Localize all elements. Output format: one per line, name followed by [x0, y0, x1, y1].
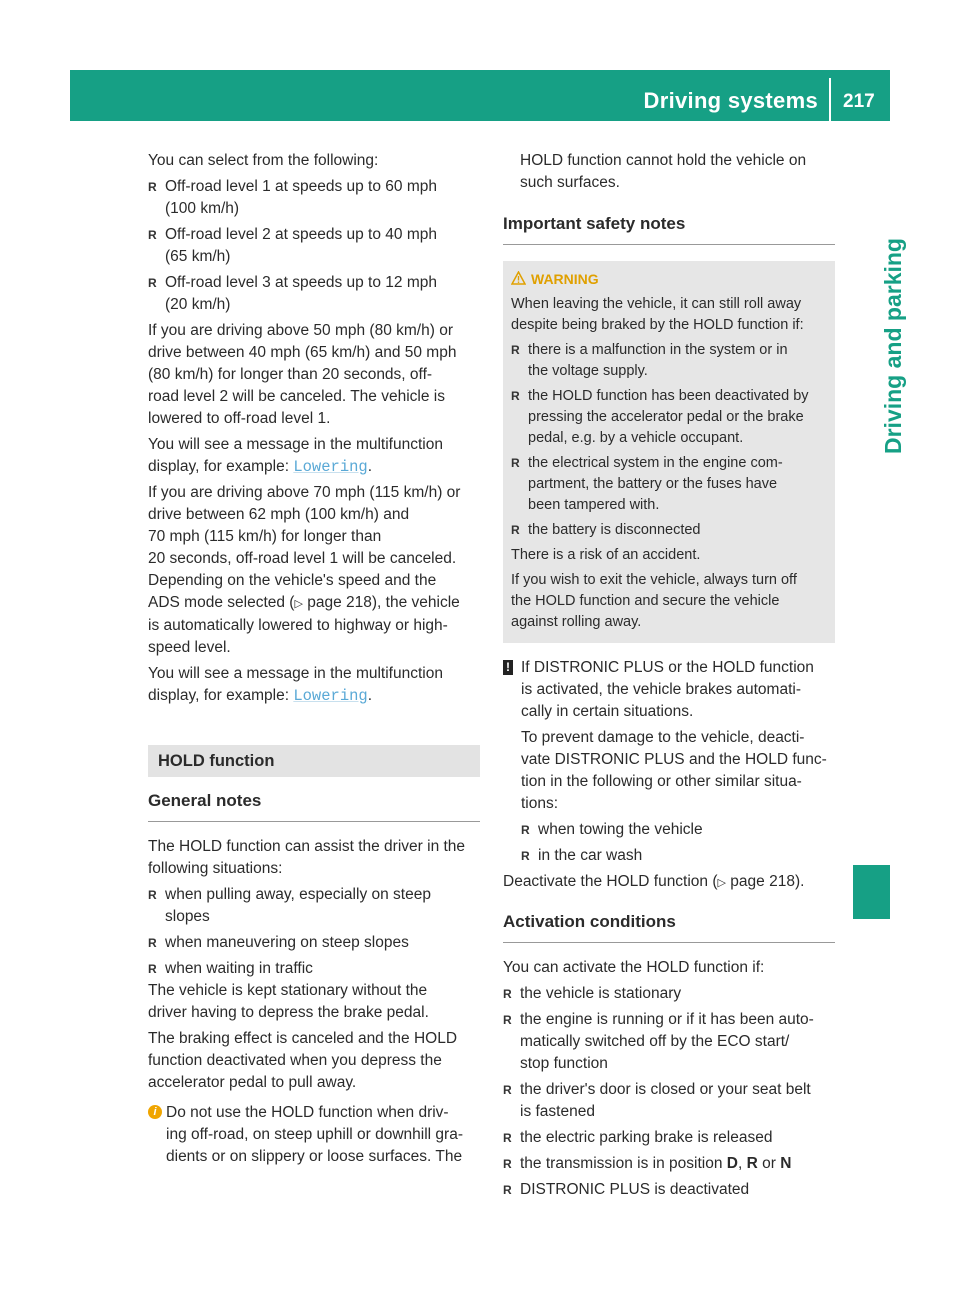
- paragraph: The vehicle is kept stationary without the driver having to depress the brake pedal.: [148, 982, 429, 1021]
- page-ref-arrow-icon: ▷: [294, 598, 303, 610]
- paragraph: If you are driving above 70 mph (115 km/h) or drive between 62 mph (100 km/h) and 70 mph (115 km/h) for longer than 20 seconds, off-road level 1 will be canceled. Depending on the vehicle's speed and the ADS mode selected (▷ page 218), the vehicle is automatically lowered to highway or high- speed level.: [148, 484, 461, 656]
- list-item: R the vehicle is stationary: [503, 983, 835, 1005]
- paragraph: The braking effect is canceled and the HOLD function deactivated when you depress the accelerator pedal to pull away.: [148, 1030, 458, 1091]
- left-column: [148, 150, 480, 1168]
- list-item: R Off-road level 3 at speeds up to 12 mph (20 km/h): [148, 272, 480, 316]
- list-item: R in the car wash: [521, 845, 835, 867]
- paragraph: The HOLD function can assist the driver in the following situations:: [148, 838, 466, 877]
- header-separator: [829, 78, 831, 121]
- right-column: [503, 150, 835, 1201]
- list-item: R when maneuvering on steep slopes: [148, 932, 480, 954]
- warning-triangle-icon: [511, 271, 526, 285]
- display-message: Lowering: [293, 458, 368, 476]
- section-heading: HOLD function: [148, 745, 480, 777]
- list-item: R when waiting in traffic: [148, 958, 480, 980]
- warning-risk: There is a risk of an accident.: [511, 547, 701, 563]
- subsection-heading: General notes: [148, 789, 480, 822]
- list-item: R the electrical system in the engine com- partment, the battery or the fuses have been tampered with.: [511, 453, 827, 516]
- warning-advice: If you wish to exit the vehicle, always turn off the HOLD function and secure the vehicle against rolling away.: [511, 572, 797, 630]
- paragraph: You will see a message in the multifunction display, for example: Lowering.: [148, 436, 443, 476]
- section-title: Driving systems: [643, 88, 818, 113]
- list-item: R Off-road level 2 at speeds up to 40 mph (65 km/h): [148, 224, 480, 268]
- notice: ! If DISTRONIC PLUS or the HOLD function is activated, the vehicle brakes automati- cally in certain situations. To prevent damage to the vehicle, deacti- vate DISTRONIC PLUS and the HOLD func- tion in the following or other similar situa- tions: R when towing the vehicle R in the car wash: [503, 657, 835, 867]
- side-block: [853, 865, 890, 919]
- warning-box: [503, 261, 835, 643]
- side-tab-label: Driving and parking: [880, 238, 906, 454]
- list-item: R Off-road level 1 at speeds up to 60 mph (100 km/h): [148, 176, 480, 220]
- list-item: R the battery is disconnected: [511, 520, 827, 541]
- info-note: i Do not use the HOLD function when driv- ing off-road, on steep uphill or downhill gra- dients or on slippery or loose surfaces. The: [148, 1102, 480, 1168]
- subsection-heading: Activation conditions: [503, 910, 835, 943]
- list-item: R when pulling away, especially on steep slopes: [148, 884, 480, 928]
- exclamation-icon: !: [503, 660, 513, 675]
- paragraph: You will see a message in the multifunction display, for example: Lowering.: [148, 665, 443, 705]
- list-item: R the electric parking brake is released: [503, 1127, 835, 1149]
- info-note-continued: HOLD function cannot hold the vehicle on such surfaces.: [520, 152, 807, 191]
- intro-text: You can select from the following:: [148, 152, 379, 169]
- list-item: R there is a malfunction in the system or in the voltage supply.: [511, 340, 827, 382]
- warning-intro: When leaving the vehicle, it can still roll away despite being braked by the HOLD function if:: [511, 296, 804, 333]
- list-item: R the transmission is in position D, R or N: [503, 1153, 835, 1175]
- page-number: 217: [843, 91, 875, 112]
- paragraph: Deactivate the HOLD function (▷ page 218).: [503, 873, 805, 890]
- paragraph: If you are driving above 50 mph (80 km/h) or drive between 40 mph (65 km/h) and 50 mph (80 km/h) for longer than 20 seconds, off- road level 2 will be canceled. The vehicle is lowered to off-road level 1.: [148, 322, 457, 427]
- display-message: Lowering: [293, 687, 368, 705]
- list-item: R DISTRONIC PLUS is deactivated: [503, 1179, 835, 1201]
- paragraph: You can activate the HOLD function if:: [503, 959, 765, 976]
- page-ref-arrow-icon: ▷: [717, 877, 726, 889]
- info-icon: i: [148, 1105, 162, 1119]
- list-item: R the engine is running or if it has been auto- matically switched off by the ECO start/ stop function: [503, 1009, 835, 1075]
- list-item: R the driver's door is closed or your seat belt is fastened: [503, 1079, 835, 1123]
- warning-title: WARNING: [511, 269, 827, 290]
- subsection-heading: Important safety notes: [503, 212, 835, 245]
- list-item: R the HOLD function has been deactivated by pressing the accelerator pedal or the brake pedal, e.g. by a vehicle occupant.: [511, 386, 827, 449]
- list-item: R when towing the vehicle: [521, 819, 835, 841]
